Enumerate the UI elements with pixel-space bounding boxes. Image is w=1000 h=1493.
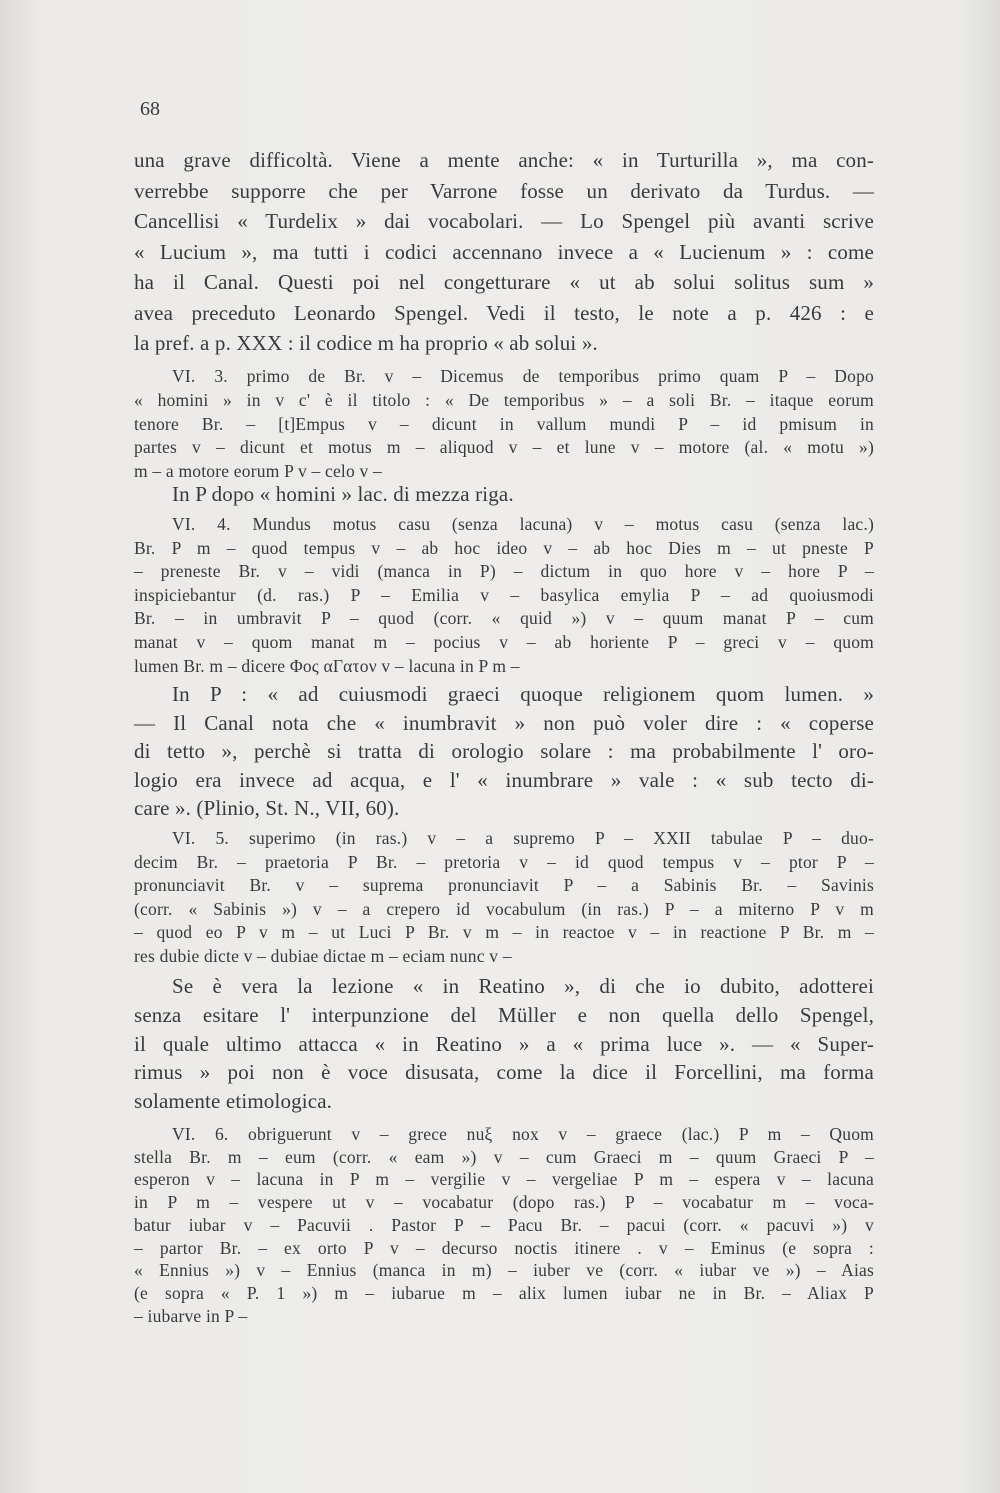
text-line: decim Br. – praetoria P Br. – pretoria v – id quod tempus v – ptor P –: [134, 851, 874, 872]
text-line: batur iubar v – Pacuvii . Pastor P – Pacu Br. – pacui (corr. « pacuvi ») v: [134, 1214, 874, 1235]
text-line: ha il Canal. Questi poi nel congetturare « ut ab solui solitus sum »: [134, 270, 874, 294]
text-line: « Ennius ») v – Ennius (manca in m) – iuber ve (corr. « iubar ve ») – Aias: [134, 1260, 874, 1281]
text-line: In P : « ad cuiusmodi graeci quoque religionem quom lumen. »: [172, 682, 874, 706]
text-line: di tetto », perchè si tratta di orologio solare : ma probabilmente l' oro-: [134, 739, 874, 763]
text-line: – iubarve in P –: [134, 1305, 248, 1326]
text-line: stella Br. m – eum (corr. « eam ») v – cum Graeci m – quum Graeci P –: [134, 1146, 874, 1167]
text-line: il quale ultimo attacca « in Reatino » a « prima luce ». — « Super-: [134, 1031, 874, 1056]
text-line: senza esitare l' interpunzione del Müller e non quella dello Spengel,: [134, 1002, 874, 1027]
page-number: 68: [140, 98, 160, 120]
text-line: manat v – quom manat m – pocius v – ab horiente P – greci v – quom: [134, 632, 874, 652]
text-line: tenore Br. – [t]Empus v – dicunt in vallum mundi P – id pmisum in: [134, 413, 874, 434]
text-line: la pref. a p. XXX : il codice m ha proprio « ab solui ».: [134, 331, 598, 355]
text-line: partes v – dicunt et motus m – aliquod v – et lune v – motore (al. « motu »): [134, 437, 874, 458]
text-line: (corr. « Sabinis ») v – a crepero id vocabulum (in ras.) P – a miterno P v m: [134, 898, 874, 919]
text-line: VI. 4. Mundus motus casu (senza lacuna) v – motus casu (senza lac.): [172, 514, 874, 534]
text-line: Br. P m – quod tempus v – ab hoc ideo v – ab hoc Dies m – ut pneste P: [134, 537, 874, 558]
text-line: lumen Br. m – dicere Φος αΓατον v – lacuna in P m –: [134, 655, 520, 676]
text-line: inspiciebantur (d. ras.) P – Emilia v – basylica emylia P – ad quoiusmodi: [134, 584, 874, 605]
text-line: una grave difficoltà. Viene a mente anche: « in Turturilla », ma con-: [134, 148, 874, 172]
text-line: res dubie dicte v – dubiae dictae m – eciam nunc v –: [134, 945, 512, 966]
text-line: – preneste Br. v – vidi (manca in P) – dictum in quo hore v – hore P –: [134, 561, 874, 582]
text-line: avea preceduto Leonardo Spengel. Vedi il testo, le note a p. 426 : e: [134, 300, 874, 325]
text-line: — Il Canal nota che « inumbravit » non può voler dire : « coperse: [134, 710, 874, 735]
text-line: VI. 5. superimo (in ras.) v – a supremo P – XXII tabulae P – duo-: [172, 828, 874, 848]
text-line: Se è vera la lezione « in Reatino », di che io dubito, adotterei: [172, 974, 874, 998]
text-line: care ». (Plinio, St. N., VII, 60).: [134, 796, 400, 820]
text-line: (e sopra « P. 1 ») m – iubarue m – alix lumen iubar ne in Br. – Aliax P: [134, 1282, 874, 1303]
text-line: « homini » in v c' è il titolo : « De temporibus » – a soli Br. – itaque eorum: [134, 389, 874, 410]
text-line: rimus » poi non è voce disusata, come la dice il Forcellini, ma forma: [134, 1060, 874, 1085]
text-line: – partor Br. – ex orto P v – decurso noctis itinere . v – Eminus (e sopra :: [134, 1237, 874, 1258]
text-line: – quod eo P v m – ut Luci P Br. v m – in reactoe v – in reactione P Br. m –: [134, 922, 874, 942]
text-line: Cancellisi « Turdelix » dai vocabolari. — Lo Spengel più avanti scrive: [134, 209, 874, 233]
text-line: Br. – in umbravit P – quod (corr. « quid ») v – quum manat P – cum: [134, 608, 874, 629]
text-line: logio era invece ad acqua, e l' « inumbrare » vale : « sub tecto di-: [134, 767, 874, 792]
text-line: « Lucium », ma tutti i codici accennano invece a « Lucienum » : come: [134, 239, 874, 264]
text-line: verrebbe supporre che per Varrone fosse un derivato da Turdus. —: [134, 178, 874, 203]
text-line: in P m – vespere ut v – vocabatur (dopo ras.) P – vocabatur m – voca-: [134, 1192, 874, 1213]
text-line: pronunciavit Br. v – suprema pronunciavit P – a Sabinis Br. – Savinis: [134, 875, 874, 895]
text-line: VI. 6. obriguerunt v – grece nuξ nox v – graece (lac.) P m – Quom: [172, 1124, 874, 1144]
text-line: esperon v – lacuna in P m – vergilie v – vergeliae P m – espera v – lacuna: [134, 1169, 874, 1190]
text-line: solamente etimologica.: [134, 1089, 333, 1114]
text-line: VI. 3. primo de Br. v – Dicemus de temporibus primo quam P – Dopo: [172, 366, 874, 386]
text-line: In P dopo « homini » lac. di mezza riga.: [172, 482, 514, 506]
text-line: m – a motore eorum P v – celo v –: [134, 461, 382, 482]
